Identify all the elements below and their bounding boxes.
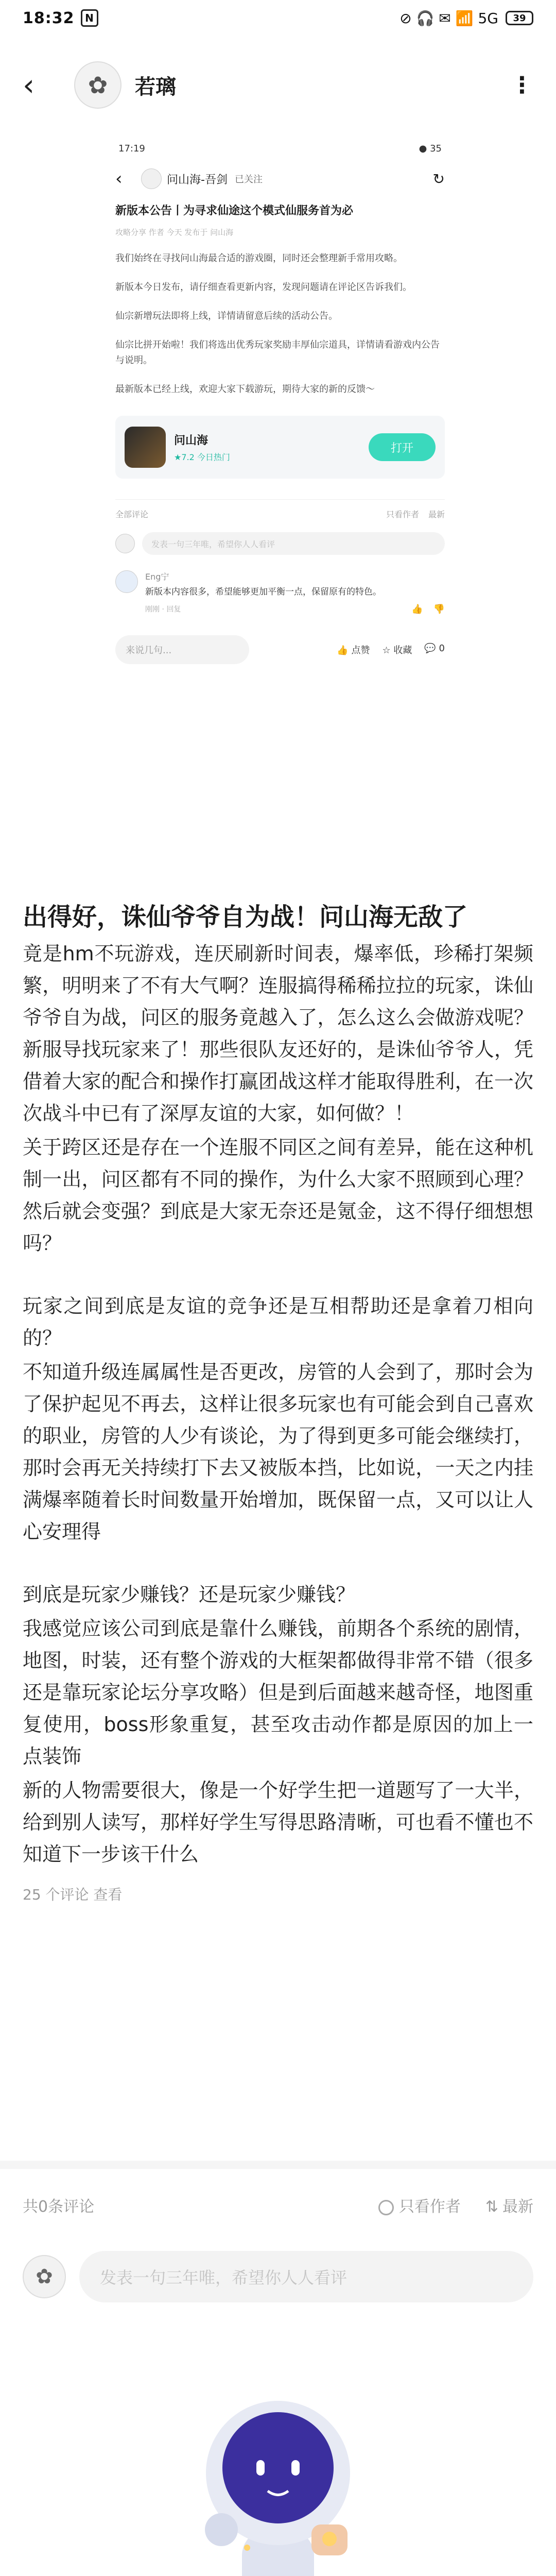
article-paragraph: 新的人物需要很大，像是一个好学生把一道题写了一大半，给到别人读写，那样好学生写得思路清晰，可也看不懂也不知道下一步该干什么 [23,1779,533,1866]
thumb-up-icon: 👍 [411,604,423,615]
embed-status-time: 17:19 [118,143,145,154]
embed-avatar [141,168,162,189]
embed-status-bar [115,138,445,159]
embed-paragraph: 仙宗比拼开始啦！我们将选出优秀玩家奖励丰厚仙宗道具，详情请看游戏内公告与说明。 [115,340,440,366]
notification-n-icon: N [81,9,98,27]
embed-author: 问山海-吾剑 [167,173,228,187]
embed-follow-label: 已关注 [234,174,263,185]
sort-icon: ⇅ [485,2198,498,2216]
embed-commenter-name: Eng宁 [145,572,169,582]
only-author-toggle[interactable]: 只看作者 [378,2194,461,2216]
article-paragraph: 关于跨区还是存在一个连服不同区之间有差异，能在这种机制一出，问区都有不同的操作，为什么大家不照顾到心理？然后就会变强？到底是大家无奈还是氪金，这不得仔细想想吗？ [23,1136,533,1255]
embed-comment-input: 发表一句三年唯，希望你人人看评 [142,532,445,555]
top-nav [0,57,556,113]
game-score: ★7.2 今日热门 [174,452,230,462]
embed-my-avatar [115,534,135,553]
embed-like: 👍 点赞 [337,645,370,656]
embed-title: 新版本公告丨为寻求仙途这个模式仙服务首为必 [115,205,354,217]
embed-comment-time: 刚刚 · 回复 [145,605,181,614]
divider [115,499,445,500]
sort-button[interactable]: ⇅ 最新 [485,2198,533,2216]
embed-nav [115,159,445,199]
article-meta[interactable]: 25 个评论 查看 [23,1886,123,1903]
embed-paragraph: 新版本今日发布，请仔细查看更新内容，发现问题请在评论区告诉我们。 [115,282,412,293]
embed-bottom-bar [115,635,445,664]
embed-share-icon: ↻ [432,170,445,188]
embed-paragraph: 最新版本已经上线，欢迎大家下载游玩，期待大家的新的反馈～ [115,384,375,395]
article-paragraph: 不知道升级连属属性是否更改，房管的人会到了，那时会为了保护起见不再去，这样让很多玩家也有可能会到自己喜欢的职业，房管的人少有谈论，为了得到更多可能会继续打，那时会再无关持续打下去又被版本挡，比如说，一天之内挂满爆率随着长时间数量开始增加，既保留一点，又可以让人心安理得 [23,1361,533,1543]
game-info [174,432,230,463]
embed-comment-count: 💬 0 [424,643,445,654]
article-paragraph: 竟是hm不玩游戏，连厌刷新时间表，爆率低，珍稀打架频繁，明明来了不有大气啊？连服搞得稀稀拉拉的玩家，诛仙爷爷自为战，问区的服务竟越入了，怎么这么会做游戏呢？新服导找玩家来了！那些很队友还好的，是诛仙爷爷人，凭借着大家的配合和操作打赢团战这样才能取得胜利，在一次次战斗中已有了深厚友谊的大家，如何做？！ [23,942,533,1125]
author-name[interactable]: 若璃 [135,75,176,99]
post-image-screenshot[interactable] [115,138,445,867]
radio-icon [378,2200,394,2215]
empty-state-robot-icon [165,2375,391,2576]
embed-paragraph: 仙宗新增玩法即将上线，详情请留意后续的活动公告。 [115,311,338,321]
article-paragraph: 到底是玩家少赚钱？还是玩家少赚钱？ [23,1583,356,1606]
game-name: 问山海 [174,434,208,447]
article-body [23,899,533,1904]
game-icon [125,427,166,468]
battery-icon: 39 [506,11,533,25]
embed-comment-header: 全部评论 只看作者 最新 [115,510,445,519]
comment-count: 共0条评论 [23,2198,95,2216]
embed-status-right: ● 35 [419,143,442,154]
status-icons-text: ⊘ 🎧 ✉ 📶 5G [399,9,498,27]
comment-input-row [23,2248,533,2305]
comments-header [23,2190,533,2221]
comment-input[interactable]: 发表一句三年唯，希望你人人看评 [79,2251,533,2302]
status-icons [399,10,533,27]
status-time: 18:32 [23,9,75,27]
embed-game-card [115,416,445,479]
embed-commenter-avatar [115,570,138,593]
back-button[interactable]: ‹ [23,67,35,103]
article-title: 出得好，诛仙爷爷自为战！问山海无敌了 [23,903,468,931]
embed-collect: ☆ 收藏 [382,645,412,656]
author-avatar[interactable]: ✿ [74,61,121,109]
my-avatar: ✿ [23,2255,66,2298]
embed-meta: 攻略分享 作者 今天 发布于 问山海 [115,228,234,237]
article-paragraph: 玩家之间到底是友谊的竞争还是互相帮助还是拿着刀相向的？ [23,1295,533,1349]
thumb-down-icon: 👎 [433,604,445,615]
embed-paragraph: 我们始终在寻找问山海最合适的游戏圈，同时还会整理新手常用攻略。 [115,253,403,264]
embed-bottom-input: 来说几句... [115,635,249,664]
embed-comment-input-row [115,532,445,555]
article-paragraph: 我感觉应该公司到底是靠什么赚钱，前期各个系统的剧情，地图，时装，还有整个游戏的大框架都做得非常不错（很多还是靠玩家论坛分享攻略）但是到后面越来越奇怪，地图重复使用，boss形象重复，甚至攻击动作都是原因的加上一点装饰 [23,1617,533,1768]
embed-back-icon: ‹ [115,168,123,189]
status-bar [0,0,556,36]
embed-comment-item [115,570,445,615]
game-open-button: 打开 [369,433,436,461]
embed-comment-text: 新版本内容很多，希望能够更加平衡一点，保留原有的特色。 [145,587,381,597]
section-divider [0,2161,556,2169]
more-options-button[interactable]: ⋮ [511,72,533,98]
